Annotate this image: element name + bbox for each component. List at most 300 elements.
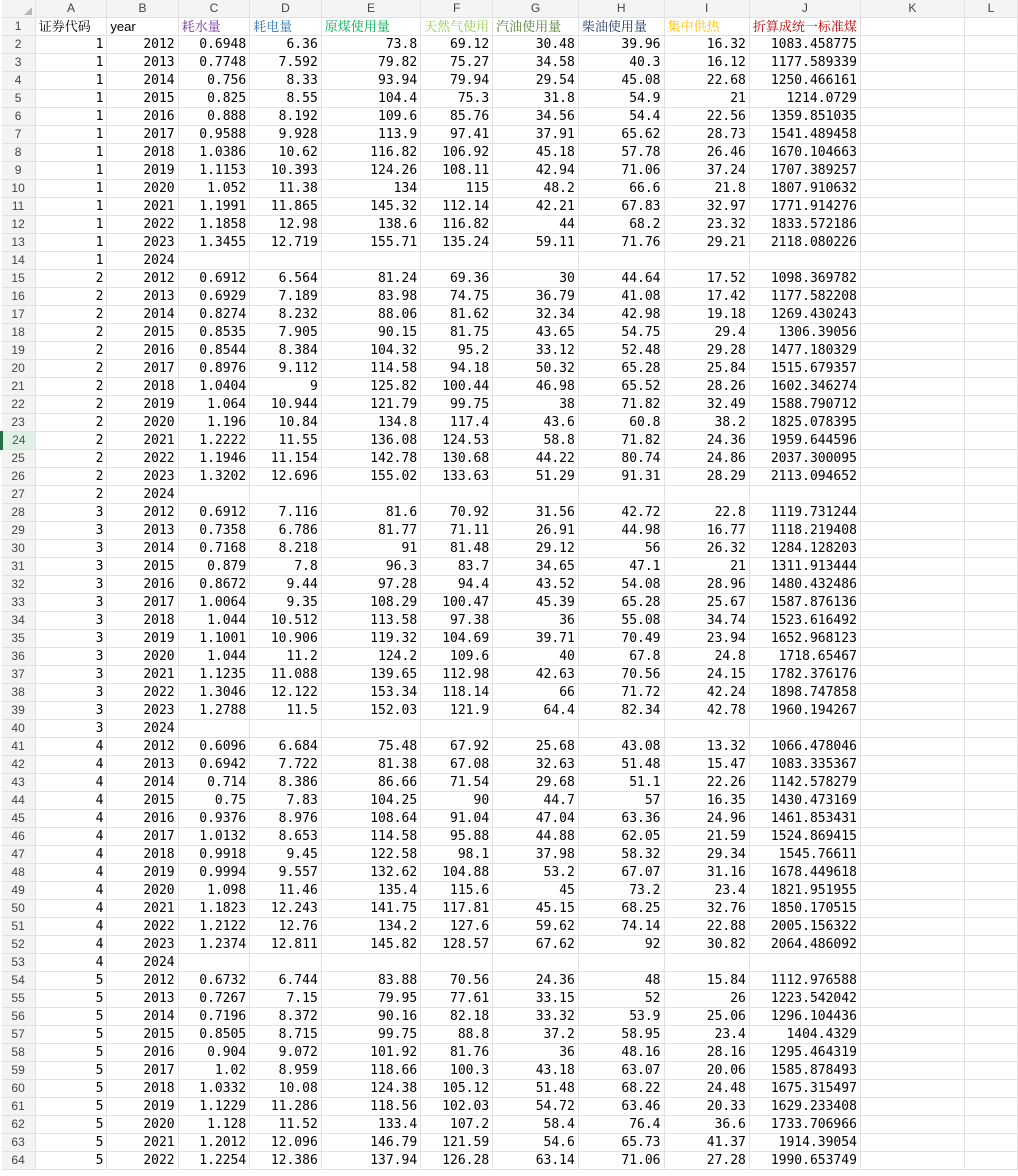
cell[interactable]: 10.84 [250,414,322,432]
cell[interactable]: 68.25 [578,900,664,918]
cell[interactable]: 5 [35,1134,107,1152]
cell[interactable]: 9.072 [250,1044,322,1062]
row-header[interactable]: 3 [2,54,36,72]
cell[interactable]: 2020 [107,1116,178,1134]
cell[interactable]: 2017 [107,126,178,144]
cell[interactable]: 139.65 [321,666,420,684]
cell[interactable]: 32.63 [493,756,579,774]
cell[interactable]: 146.79 [321,1134,420,1152]
cell[interactable]: 81.6 [321,504,420,522]
row-header[interactable]: 63 [2,1134,36,1152]
column-header-j[interactable]: J [749,0,860,18]
cell[interactable]: 54.9 [578,90,664,108]
cell[interactable]: 1629.233408 [749,1098,860,1116]
cell[interactable]: 7.116 [250,504,322,522]
cell[interactable]: 4 [35,738,107,756]
cell[interactable]: 3 [35,540,107,558]
cell[interactable]: 2017 [107,1062,178,1080]
cell[interactable]: 1295.464319 [749,1044,860,1062]
cell[interactable]: 2020 [107,882,178,900]
cell[interactable]: 1960.194267 [749,702,860,720]
row-header[interactable]: 25 [2,450,36,468]
cell[interactable]: 29.54 [493,72,579,90]
cell[interactable]: 65.52 [578,378,664,396]
cell[interactable]: 2015 [107,324,178,342]
cell[interactable] [860,972,964,990]
cell[interactable] [964,522,1017,540]
cell[interactable]: 66.6 [578,180,664,198]
cell[interactable]: 24.8 [664,648,749,666]
cell[interactable] [964,900,1017,918]
cell[interactable]: 1269.430243 [749,306,860,324]
cell[interactable]: 44.7 [493,792,579,810]
cell[interactable]: 85.76 [421,108,493,126]
cell[interactable]: 63.36 [578,810,664,828]
cell[interactable]: 44.64 [578,270,664,288]
cell[interactable]: 0.714 [178,774,250,792]
cell[interactable]: 12.386 [250,1152,322,1170]
cell[interactable]: 47.04 [493,810,579,828]
cell[interactable]: 2013 [107,54,178,72]
cell[interactable] [860,270,964,288]
cell[interactable]: 23.4 [664,1026,749,1044]
cell[interactable]: 59.11 [493,234,579,252]
cell[interactable]: 60.8 [578,414,664,432]
cell[interactable]: 1250.466161 [749,72,860,90]
cell[interactable]: 11.088 [250,666,322,684]
cell[interactable]: 10.393 [250,162,322,180]
header-cell[interactable] [860,18,964,36]
cell[interactable] [964,252,1017,270]
row-header[interactable]: 29 [2,522,36,540]
cell[interactable]: 33.12 [493,342,579,360]
cell[interactable]: 5 [35,972,107,990]
cell[interactable]: 73.2 [578,882,664,900]
cell[interactable]: 1807.910632 [749,180,860,198]
row-header[interactable]: 44 [2,792,36,810]
row-header[interactable]: 60 [2,1080,36,1098]
cell[interactable]: 104.25 [321,792,420,810]
cell[interactable] [493,486,579,504]
cell[interactable]: 64.4 [493,702,579,720]
cell[interactable]: 118.66 [321,1062,420,1080]
cell[interactable]: 2037.300095 [749,450,860,468]
cell[interactable] [860,936,964,954]
cell[interactable]: 1 [35,180,107,198]
cell[interactable]: 42.72 [578,504,664,522]
cell[interactable] [964,180,1017,198]
cell[interactable]: 11.5 [250,702,322,720]
cell[interactable]: 115.6 [421,882,493,900]
cell[interactable]: 1652.968123 [749,630,860,648]
cell[interactable]: 1833.572186 [749,216,860,234]
cell[interactable]: 0.904 [178,1044,250,1062]
cell[interactable]: 2022 [107,450,178,468]
cell[interactable]: 24.15 [664,666,749,684]
cell[interactable]: 70.49 [578,630,664,648]
cell[interactable]: 91 [321,540,420,558]
cell[interactable]: 128.57 [421,936,493,954]
cell[interactable]: 11.52 [250,1116,322,1134]
cell[interactable]: 40 [493,648,579,666]
cell[interactable]: 24.48 [664,1080,749,1098]
cell[interactable] [964,774,1017,792]
cell[interactable]: 21.8 [664,180,749,198]
column-header-d[interactable]: D [250,0,322,18]
cell[interactable]: 81.24 [321,270,420,288]
cell[interactable] [860,900,964,918]
row-header[interactable]: 62 [2,1116,36,1134]
cell[interactable]: 11.154 [250,450,322,468]
cell[interactable] [749,720,860,738]
cell[interactable]: 1821.951955 [749,882,860,900]
cell[interactable] [964,954,1017,972]
cell[interactable]: 0.8505 [178,1026,250,1044]
cell[interactable]: 1 [35,54,107,72]
cell[interactable] [321,954,420,972]
cell[interactable] [860,828,964,846]
cell[interactable]: 67.83 [578,198,664,216]
cell[interactable]: 9 [250,378,322,396]
cell[interactable]: 108.64 [321,810,420,828]
cell[interactable] [964,684,1017,702]
cell[interactable]: 7.83 [250,792,322,810]
cell[interactable]: 51.1 [578,774,664,792]
cell[interactable] [964,792,1017,810]
cell[interactable]: 2015 [107,558,178,576]
column-header-b[interactable]: B [107,0,178,18]
cell[interactable]: 1480.432486 [749,576,860,594]
cell[interactable]: 42.24 [664,684,749,702]
cell[interactable]: 9.928 [250,126,322,144]
cell[interactable]: 50.32 [493,360,579,378]
cell[interactable]: 1.3046 [178,684,250,702]
cell[interactable]: 63.46 [578,1098,664,1116]
cell[interactable]: 1.2012 [178,1134,250,1152]
cell[interactable]: 71.82 [578,396,664,414]
cell[interactable]: 1541.489458 [749,126,860,144]
cell[interactable]: 37.98 [493,846,579,864]
row-header[interactable]: 54 [2,972,36,990]
cell[interactable]: 1.2254 [178,1152,250,1170]
cell[interactable]: 1.1001 [178,630,250,648]
cell[interactable]: 135.4 [321,882,420,900]
cell[interactable]: 81.76 [421,1044,493,1062]
cell[interactable] [578,252,664,270]
cell[interactable] [860,684,964,702]
cell[interactable]: 74.14 [578,918,664,936]
cell[interactable]: 1083.458775 [749,36,860,54]
cell[interactable] [964,360,1017,378]
cell[interactable]: 0.9994 [178,864,250,882]
cell[interactable]: 12.243 [250,900,322,918]
cell[interactable]: 48.16 [578,1044,664,1062]
cell[interactable]: 2017 [107,594,178,612]
cell[interactable]: 5 [35,1116,107,1134]
cell[interactable] [493,954,579,972]
cell[interactable] [964,864,1017,882]
cell[interactable]: 2 [35,288,107,306]
header-cell[interactable]: 耗水量 [178,18,250,36]
cell[interactable]: 86.66 [321,774,420,792]
cell[interactable] [860,864,964,882]
cell[interactable]: 11.55 [250,432,322,450]
cell[interactable]: 1718.65467 [749,648,860,666]
cell[interactable]: 116.82 [321,144,420,162]
cell[interactable]: 1 [35,72,107,90]
cell[interactable] [860,180,964,198]
cell[interactable] [964,612,1017,630]
cell[interactable]: 0.8535 [178,324,250,342]
cell[interactable]: 2018 [107,144,178,162]
cell[interactable]: 1.0132 [178,828,250,846]
row-header[interactable]: 50 [2,900,36,918]
cell[interactable]: 48 [578,972,664,990]
cell[interactable]: 2020 [107,414,178,432]
cell[interactable]: 118.56 [321,1098,420,1116]
row-header[interactable]: 61 [2,1098,36,1116]
cell[interactable]: 0.6732 [178,972,250,990]
cell[interactable]: 1.044 [178,648,250,666]
cell[interactable]: 114.58 [321,360,420,378]
cell[interactable]: 2018 [107,846,178,864]
cell[interactable]: 2 [35,414,107,432]
cell[interactable]: 20.06 [664,1062,749,1080]
cell[interactable]: 8.715 [250,1026,322,1044]
row-header[interactable]: 34 [2,612,36,630]
cell[interactable] [860,648,964,666]
cell[interactable] [321,486,420,504]
row-header[interactable]: 38 [2,684,36,702]
cell[interactable]: 3 [35,666,107,684]
cell[interactable] [860,540,964,558]
row-header[interactable]: 58 [2,1044,36,1062]
cell[interactable]: 1.2222 [178,432,250,450]
row-header[interactable]: 11 [2,198,36,216]
cell[interactable]: 2021 [107,432,178,450]
cell[interactable]: 88.06 [321,306,420,324]
cell[interactable]: 1825.078395 [749,414,860,432]
cell[interactable]: 145.32 [321,198,420,216]
cell[interactable]: 0.9588 [178,126,250,144]
cell[interactable] [860,774,964,792]
row-header[interactable]: 35 [2,630,36,648]
cell[interactable]: 2023 [107,468,178,486]
cell[interactable]: 109.6 [321,108,420,126]
cell[interactable] [321,252,420,270]
cell[interactable]: 38 [493,396,579,414]
cell[interactable]: 69.12 [421,36,493,54]
cell[interactable]: 93.94 [321,72,420,90]
column-header-c[interactable]: C [178,0,250,18]
cell[interactable]: 29.28 [664,342,749,360]
row-header[interactable]: 24 [2,432,36,450]
cell[interactable]: 36 [493,612,579,630]
cell[interactable] [860,324,964,342]
row-header[interactable]: 40 [2,720,36,738]
cell[interactable]: 12.122 [250,684,322,702]
cell[interactable]: 67.08 [421,756,493,774]
cell[interactable] [964,828,1017,846]
cell[interactable] [860,144,964,162]
cell[interactable]: 106.92 [421,144,493,162]
cell[interactable]: 41.08 [578,288,664,306]
cell[interactable]: 37.2 [493,1026,579,1044]
cell[interactable]: 2 [35,396,107,414]
cell[interactable]: 71.11 [421,522,493,540]
cell[interactable]: 3 [35,558,107,576]
cell[interactable]: 0.6929 [178,288,250,306]
cell[interactable] [860,522,964,540]
cell[interactable]: 99.75 [421,396,493,414]
cell[interactable]: 30.48 [493,36,579,54]
cell[interactable] [964,846,1017,864]
cell[interactable]: 32.49 [664,396,749,414]
cell[interactable] [860,1152,964,1170]
cell[interactable]: 1223.542042 [749,990,860,1008]
cell[interactable]: 31.8 [493,90,579,108]
row-header[interactable]: 6 [2,108,36,126]
cell[interactable]: 47.1 [578,558,664,576]
cell[interactable]: 0.8274 [178,306,250,324]
cell[interactable]: 2019 [107,162,178,180]
cell[interactable]: 4 [35,828,107,846]
cell[interactable]: 2 [35,378,107,396]
cell[interactable]: 71.72 [578,684,664,702]
cell[interactable] [860,360,964,378]
cell[interactable]: 1.3455 [178,234,250,252]
cell[interactable]: 0.6912 [178,270,250,288]
cell[interactable]: 2022 [107,918,178,936]
cell[interactable]: 1.0386 [178,144,250,162]
cell[interactable]: 98.1 [421,846,493,864]
cell[interactable]: 81.48 [421,540,493,558]
cell[interactable]: 2024 [107,720,178,738]
cell[interactable] [964,342,1017,360]
header-cell[interactable]: 柴油使用量 [578,18,664,36]
row-header[interactable]: 28 [2,504,36,522]
cell[interactable]: 23.94 [664,630,749,648]
cell[interactable]: 54.08 [578,576,664,594]
cell[interactable]: 37.91 [493,126,579,144]
cell[interactable]: 2024 [107,954,178,972]
cell[interactable]: 2 [35,468,107,486]
cell[interactable]: 97.38 [421,612,493,630]
cell[interactable]: 135.24 [421,234,493,252]
cell[interactable]: 1.128 [178,1116,250,1134]
cell[interactable]: 90.16 [321,1008,420,1026]
cell[interactable]: 15.47 [664,756,749,774]
cell[interactable]: 4 [35,810,107,828]
cell[interactable]: 38.2 [664,414,749,432]
cell[interactable]: 9.557 [250,864,322,882]
cell[interactable]: 8.384 [250,342,322,360]
cell[interactable]: 58.8 [493,432,579,450]
cell[interactable] [964,936,1017,954]
cell[interactable]: 71.82 [578,432,664,450]
cell[interactable]: 4 [35,864,107,882]
cell[interactable]: 33.32 [493,1008,579,1026]
cell[interactable]: 8.372 [250,1008,322,1026]
cell[interactable]: 9.112 [250,360,322,378]
cell[interactable]: 2064.486092 [749,936,860,954]
cell[interactable]: 153.34 [321,684,420,702]
cell[interactable]: 9.45 [250,846,322,864]
cell[interactable]: 53.2 [493,864,579,882]
cell[interactable]: 112.14 [421,198,493,216]
cell[interactable] [860,162,964,180]
cell[interactable]: 88.8 [421,1026,493,1044]
cell[interactable]: 95.88 [421,828,493,846]
cell[interactable]: 20.33 [664,1098,749,1116]
cell[interactable]: 8.33 [250,72,322,90]
cell[interactable]: 5 [35,1080,107,1098]
cell[interactable]: 5 [35,1044,107,1062]
row-header[interactable]: 47 [2,846,36,864]
cell[interactable]: 22.56 [664,108,749,126]
cell[interactable]: 97.28 [321,576,420,594]
cell[interactable]: 2024 [107,252,178,270]
cell[interactable]: 1119.731244 [749,504,860,522]
cell[interactable]: 113.58 [321,612,420,630]
cell[interactable]: 32.34 [493,306,579,324]
cell[interactable]: 4 [35,882,107,900]
cell[interactable]: 1430.473169 [749,792,860,810]
cell[interactable] [964,396,1017,414]
cell[interactable]: 8.218 [250,540,322,558]
cell[interactable] [964,702,1017,720]
cell[interactable] [964,576,1017,594]
cell[interactable]: 11.2 [250,648,322,666]
cell[interactable] [860,450,964,468]
cell[interactable]: 2016 [107,576,178,594]
row-header[interactable]: 39 [2,702,36,720]
cell[interactable] [860,846,964,864]
cell[interactable]: 59.62 [493,918,579,936]
cell[interactable] [964,594,1017,612]
cell[interactable]: 124.38 [321,1080,420,1098]
cell[interactable] [250,720,322,738]
cell[interactable]: 145.82 [321,936,420,954]
cell[interactable]: 121.9 [421,702,493,720]
cell[interactable]: 2014 [107,306,178,324]
cell[interactable]: 44 [493,216,579,234]
cell[interactable]: 1 [35,126,107,144]
cell[interactable]: 77.61 [421,990,493,1008]
cell[interactable] [860,198,964,216]
cell[interactable]: 1675.315497 [749,1080,860,1098]
cell[interactable] [860,90,964,108]
cell[interactable] [421,954,493,972]
cell[interactable]: 6.36 [250,36,322,54]
cell[interactable]: 25.06 [664,1008,749,1026]
cell[interactable]: 32.97 [664,198,749,216]
cell[interactable]: 45.15 [493,900,579,918]
cell[interactable]: 24.36 [664,432,749,450]
cell[interactable]: 43.18 [493,1062,579,1080]
cell[interactable]: 155.71 [321,234,420,252]
cell[interactable]: 2014 [107,774,178,792]
cell[interactable]: 2021 [107,1134,178,1152]
cell[interactable]: 23.4 [664,882,749,900]
row-header[interactable]: 59 [2,1062,36,1080]
cell[interactable]: 90 [421,792,493,810]
cell[interactable]: 71.06 [578,162,664,180]
cell[interactable]: 75.48 [321,738,420,756]
cell[interactable] [860,1080,964,1098]
cell[interactable]: 90.15 [321,324,420,342]
cell[interactable]: 1.3202 [178,468,250,486]
